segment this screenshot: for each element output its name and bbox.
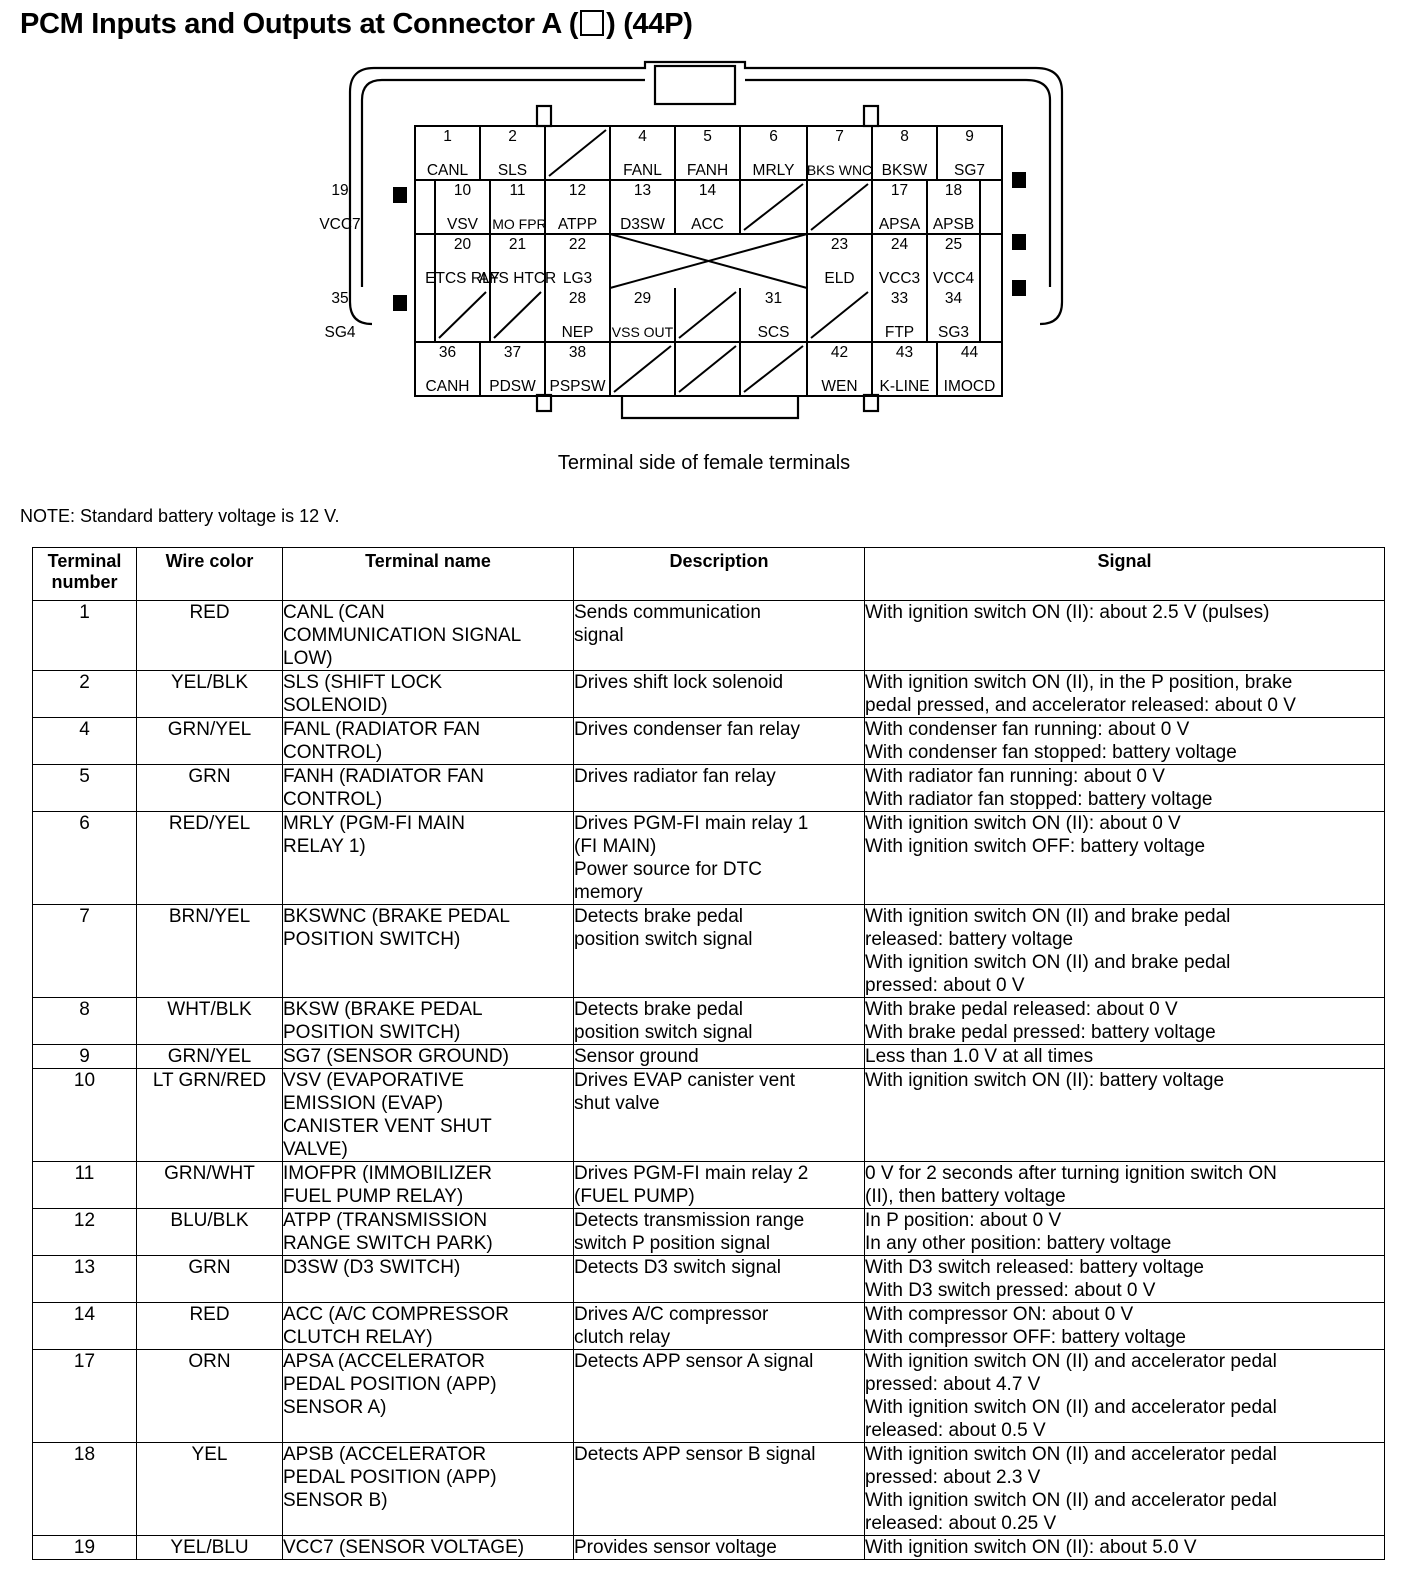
terminal-number: 1 — [443, 128, 452, 145]
description-cell — [574, 1162, 865, 1209]
terminal-number: 36 — [438, 344, 457, 361]
wire-color-cell: GRN/WHT — [137, 1162, 283, 1209]
signal-line: 0 V for 2 seconds after turning ignition switch ON — [865, 1163, 1277, 1184]
terminal-name-line: POSITION SWITCH) — [283, 1022, 461, 1043]
terminal-label: MRLY — [752, 162, 795, 179]
terminal-number: 35 — [331, 290, 349, 307]
connector-diagram — [319, 62, 1070, 427]
terminal-number-cell: 18 — [33, 1443, 137, 1536]
terminal-label: IMO FPR — [488, 216, 547, 232]
terminal-number: 4 — [638, 128, 647, 145]
signal-line: With D3 switch pressed: about 0 V — [865, 1280, 1156, 1301]
terminal-name-line: ACC (A/C COMPRESSOR — [283, 1304, 509, 1325]
terminal-label: K-LINE — [879, 378, 930, 395]
description-line: Drives PGM-FI main relay 1 — [574, 813, 809, 834]
description-cell — [574, 718, 865, 765]
terminal-number: 34 — [944, 290, 963, 307]
description-line: clutch relay — [574, 1327, 671, 1348]
description-line: Provides sensor voltage — [574, 1537, 777, 1558]
empty-cavity-slash — [549, 130, 606, 176]
table-row — [33, 1209, 1385, 1256]
table-row — [33, 1443, 1385, 1536]
terminal-number: 19 — [331, 182, 349, 199]
terminal-number-cell: 9 — [33, 1045, 137, 1069]
terminal-name-cell — [283, 1069, 574, 1162]
table-row — [33, 671, 1385, 718]
signal-line: Less than 1.0 V at all times — [865, 1046, 1094, 1067]
table-row — [33, 812, 1385, 905]
terminal-number: 44 — [960, 344, 979, 361]
table-row — [33, 1350, 1385, 1443]
header-description: Description — [574, 548, 865, 601]
terminal-name-line: CONTROL) — [283, 742, 383, 763]
table-row — [33, 1303, 1385, 1350]
terminal-name-line: VALVE) — [283, 1139, 348, 1160]
signal-cell — [865, 671, 1385, 718]
terminal-label: IMOCD — [943, 378, 996, 395]
terminal-number-cell: 11 — [33, 1162, 137, 1209]
terminal-table — [32, 547, 1385, 1560]
signal-cell — [865, 1069, 1385, 1162]
terminal-name-line: VSV (EVAPORATIVE — [283, 1070, 464, 1091]
terminal-name-line: SLS (SHIFT LOCK — [283, 672, 443, 693]
signal-line: pressed: about 4.7 V — [865, 1374, 1041, 1395]
description-cell — [574, 1045, 865, 1069]
terminal-name-line: BKSW (BRAKE PEDAL — [283, 999, 483, 1020]
description-line: Detects APP sensor B signal — [574, 1444, 816, 1465]
terminal-number: 28 — [568, 290, 587, 307]
signal-line: With ignition switch ON (II) and accelerator pedal — [865, 1397, 1277, 1418]
terminal-label: APSA — [878, 216, 921, 233]
wire-color-cell: WHT/BLK — [137, 998, 283, 1045]
description-line: Sends communication — [574, 602, 761, 623]
terminal-number: 38 — [568, 344, 587, 361]
signal-line: pedal pressed, and accelerator released: about 0 V — [865, 695, 1296, 716]
signal-line: In P position: about 0 V — [865, 1210, 1062, 1231]
terminal-number: 20 — [453, 236, 472, 253]
terminal-name-line: CONTROL) — [283, 789, 383, 810]
terminal-label: SG4 — [324, 324, 356, 341]
signal-line: released: about 0.25 V — [865, 1513, 1057, 1534]
terminal-number: 42 — [830, 344, 849, 361]
description-cell — [574, 905, 865, 998]
terminal-label: ETCS RLY — [425, 270, 500, 287]
terminal-label: SG7 — [953, 162, 986, 179]
description-line: Power source for DTC — [574, 859, 762, 880]
description-line: Drives PGM-FI main relay 2 — [574, 1163, 809, 1184]
table-row — [33, 1069, 1385, 1162]
terminal-label: SLS — [497, 162, 528, 179]
description-line: switch P position signal — [574, 1233, 771, 1254]
signal-line: With ignition switch ON (II) and accelerator pedal — [865, 1444, 1277, 1465]
signal-cell — [865, 998, 1385, 1045]
table-row — [33, 998, 1385, 1045]
terminal-label: CANL — [426, 162, 469, 179]
terminal-name-line: PEDAL POSITION (APP) — [283, 1374, 497, 1395]
description-cell — [574, 812, 865, 905]
terminal-number-cell: 2 — [33, 671, 137, 718]
terminal-number: 10 — [453, 182, 472, 199]
terminal-number-cell: 8 — [33, 998, 137, 1045]
signal-line: With radiator fan running: about 0 V — [865, 766, 1165, 787]
description-line: Drives A/C compressor — [574, 1304, 769, 1325]
wire-color-cell: BLU/BLK — [137, 1209, 283, 1256]
terminal-number: 11 — [509, 182, 526, 199]
terminal-label: APSB — [932, 216, 975, 233]
terminal-label: NEP — [561, 324, 594, 341]
description-cell — [574, 765, 865, 812]
table-row — [33, 601, 1385, 671]
terminal-name-cell — [283, 765, 574, 812]
terminal-name-cell — [283, 1443, 574, 1536]
terminal-number: 2 — [508, 128, 517, 145]
signal-cell — [865, 812, 1385, 905]
terminal-number-cell: 4 — [33, 718, 137, 765]
terminal-label: SCS — [757, 324, 790, 341]
terminal-name-line: CLUTCH RELAY) — [283, 1327, 433, 1348]
description-line: position switch signal — [574, 929, 753, 950]
terminal-number-cell: 10 — [33, 1069, 137, 1162]
terminal-name-line: RELAY 1) — [283, 836, 366, 857]
table-row — [33, 1536, 1385, 1560]
wire-color-cell: ORN — [137, 1350, 283, 1443]
description-cell — [574, 671, 865, 718]
terminal-number: 13 — [633, 182, 652, 199]
terminal-number: 22 — [568, 236, 587, 253]
table-row — [33, 1256, 1385, 1303]
terminal-number: 9 — [965, 128, 974, 145]
terminal-name-cell — [283, 812, 574, 905]
terminal-name-cell — [283, 1209, 574, 1256]
terminal-label: LG3 — [562, 270, 593, 287]
terminal-name-line: SG7 (SENSOR GROUND) — [283, 1046, 509, 1067]
wire-color-cell: BRN/YEL — [137, 905, 283, 998]
terminal-number: 6 — [769, 128, 778, 145]
signal-line: With ignition switch ON (II): battery voltage — [865, 1070, 1225, 1091]
terminal-label: VCC4 — [932, 270, 975, 287]
terminal-label: WEN — [821, 378, 858, 395]
terminal-label: SG3 — [937, 324, 970, 341]
description-line: Drives condenser fan relay — [574, 719, 800, 740]
description-line: (FUEL PUMP) — [574, 1186, 695, 1207]
terminal-label: AFS HTCR — [478, 270, 557, 287]
description-line: signal — [574, 625, 624, 646]
terminal-number: 31 — [764, 290, 783, 307]
description-line: shut valve — [574, 1093, 660, 1114]
terminal-name-cell — [283, 718, 574, 765]
wire-color-cell: GRN — [137, 1256, 283, 1303]
terminal-number: 25 — [944, 236, 963, 253]
table-row — [33, 1162, 1385, 1209]
wire-color-cell: YEL/BLK — [137, 671, 283, 718]
terminal-name-line: SENSOR B) — [283, 1490, 388, 1511]
terminal-number: 18 — [944, 182, 963, 199]
signal-line: With ignition switch ON (II) and accelerator pedal — [865, 1490, 1277, 1511]
terminal-label: ACC — [691, 216, 724, 233]
table-row — [33, 718, 1385, 765]
battery-note: NOTE: Standard battery voltage is 12 V. — [20, 506, 340, 526]
terminal-name-line: VCC7 (SENSOR VOLTAGE) — [283, 1537, 525, 1558]
signal-line: With ignition switch ON (II), in the P position, brake — [865, 672, 1293, 693]
terminal-number: 29 — [633, 290, 652, 307]
terminal-name-line: EMISSION (EVAP) — [283, 1093, 444, 1114]
terminal-number: 24 — [890, 236, 909, 253]
signal-line: released: battery voltage — [865, 929, 1074, 950]
terminal-name-cell — [283, 998, 574, 1045]
empty-cavity-slash — [494, 292, 541, 338]
terminal-name-cell — [283, 601, 574, 671]
terminal-name-line: COMMUNICATION SIGNAL — [283, 625, 522, 646]
terminal-number-cell: 1 — [33, 601, 137, 671]
signal-line: With ignition switch ON (II): about 5.0 V — [865, 1537, 1197, 1558]
description-cell — [574, 1209, 865, 1256]
wire-color-cell: YEL/BLU — [137, 1536, 283, 1560]
signal-line: With brake pedal pressed: battery voltage — [865, 1022, 1216, 1043]
terminal-number: 7 — [835, 128, 844, 145]
signal-line: With condenser fan running: about 0 V — [865, 719, 1190, 740]
terminal-label: FTP — [884, 324, 915, 341]
terminal-name-line: FUEL PUMP RELAY) — [283, 1186, 464, 1207]
terminal-label: ELD — [824, 270, 855, 287]
description-line: Sensor ground — [574, 1046, 699, 1067]
table-row — [33, 905, 1385, 998]
terminal-name-line: IMOFPR (IMMOBILIZER — [283, 1163, 492, 1184]
signal-line: With brake pedal released: about 0 V — [865, 999, 1178, 1020]
wire-color-cell: YEL — [137, 1443, 283, 1536]
terminal-label: VSS OUT — [611, 324, 674, 340]
terminal-name-cell — [283, 905, 574, 998]
terminal-label: FANH — [686, 162, 729, 179]
terminal-name-line: CANL (CAN — [283, 602, 385, 623]
terminal-name-cell — [283, 1162, 574, 1209]
terminal-label: ATPP — [557, 216, 598, 233]
terminal-number-cell: 12 — [33, 1209, 137, 1256]
header-terminal-name: Terminal name — [283, 548, 574, 601]
terminal-number-cell: 6 — [33, 812, 137, 905]
terminal-label: VCC3 — [878, 270, 921, 287]
table-header-row — [33, 548, 1385, 601]
signal-line: In any other position: battery voltage — [865, 1233, 1172, 1254]
terminal-number: 33 — [890, 290, 909, 307]
terminal-number: 23 — [830, 236, 849, 253]
terminal-name-cell — [283, 1536, 574, 1560]
signal-cell — [865, 1536, 1385, 1560]
terminal-label: CANH — [425, 378, 470, 395]
description-line: Drives EVAP canister vent — [574, 1070, 796, 1091]
terminal-number: 12 — [568, 182, 587, 199]
signal-line: With compressor ON: about 0 V — [865, 1304, 1134, 1325]
terminal-name-line: MRLY (PGM-FI MAIN — [283, 813, 465, 834]
empty-cavity-slash — [744, 184, 803, 230]
signal-cell — [865, 601, 1385, 671]
header-terminal-number: Terminal number — [33, 548, 137, 601]
terminal-name-line: APSA (ACCELERATOR — [283, 1351, 486, 1372]
signal-cell — [865, 1256, 1385, 1303]
terminal-name-cell — [283, 671, 574, 718]
terminal-label: VCC7 — [319, 216, 361, 233]
terminal-name-line: ATPP (TRANSMISSION — [283, 1210, 488, 1231]
description-line: (FI MAIN) — [574, 836, 657, 857]
table-row — [33, 1045, 1385, 1069]
signal-line: With radiator fan stopped: battery voltage — [865, 789, 1213, 810]
empty-cavity-slash — [811, 292, 868, 338]
signal-line: released: about 0.5 V — [865, 1420, 1046, 1441]
description-cell — [574, 1350, 865, 1443]
description-line: Detects transmission range — [574, 1210, 805, 1231]
description-cell — [574, 601, 865, 671]
terminal-label: D3SW — [620, 216, 665, 233]
terminal-number-cell: 17 — [33, 1350, 137, 1443]
signal-line: With condenser fan stopped: battery voltage — [865, 742, 1237, 763]
terminal-name-line: BKSWNC (BRAKE PEDAL — [283, 906, 510, 927]
terminal-name-line: POSITION SWITCH) — [283, 929, 461, 950]
signal-cell — [865, 1209, 1385, 1256]
signal-line: pressed: about 2.3 V — [865, 1467, 1041, 1488]
description-line: Detects APP sensor A signal — [574, 1351, 814, 1372]
terminal-name-cell — [283, 1303, 574, 1350]
signal-line: With D3 switch released: battery voltage — [865, 1257, 1204, 1278]
terminal-name-line: PEDAL POSITION (APP) — [283, 1467, 497, 1488]
terminal-number-cell: 13 — [33, 1256, 137, 1303]
terminal-name-line: CANISTER VENT SHUT — [283, 1116, 492, 1137]
empty-cavity-slash — [614, 346, 671, 392]
description-cell — [574, 1536, 865, 1560]
signal-cell — [865, 1443, 1385, 1536]
wire-color-cell: GRN/YEL — [137, 718, 283, 765]
empty-cavity-slash — [744, 346, 803, 392]
signal-cell — [865, 765, 1385, 812]
terminal-name-cell — [283, 1045, 574, 1069]
terminal-number-cell: 5 — [33, 765, 137, 812]
description-line: Detects brake pedal — [574, 999, 743, 1020]
empty-cavity-slash — [811, 184, 868, 230]
description-cell — [574, 998, 865, 1045]
wire-color-cell: RED — [137, 1303, 283, 1350]
terminal-number-cell: 7 — [33, 905, 137, 998]
description-line: position switch signal — [574, 1022, 753, 1043]
title-suffix: ) (44P) — [606, 8, 693, 40]
terminal-number: 8 — [900, 128, 909, 145]
description-cell — [574, 1069, 865, 1162]
description-cell — [574, 1443, 865, 1536]
terminal-name-line: SENSOR A) — [283, 1397, 387, 1418]
terminal-name-line: FANH (RADIATOR FAN — [283, 766, 484, 787]
terminal-name-line: LOW) — [283, 648, 333, 669]
terminal-label: PDSW — [489, 378, 536, 395]
signal-cell — [865, 1350, 1385, 1443]
description-line: Drives shift lock solenoid — [574, 672, 784, 693]
description-line: Drives radiator fan relay — [574, 766, 776, 787]
wire-color-cell: RED/YEL — [137, 812, 283, 905]
signal-cell — [865, 1045, 1385, 1069]
terminal-name-cell — [283, 1350, 574, 1443]
terminal-name-line: RANGE SWITCH PARK) — [283, 1233, 493, 1254]
description-cell — [574, 1256, 865, 1303]
terminal-number-cell: 19 — [33, 1536, 137, 1560]
empty-cavity-slash — [679, 346, 736, 392]
terminal-label: BKS WNC — [806, 162, 873, 178]
terminal-number: 14 — [698, 182, 717, 199]
terminal-label: PSPSW — [549, 378, 606, 395]
signal-line: With ignition switch OFF: battery voltage — [865, 836, 1206, 857]
terminal-number: 17 — [890, 182, 909, 199]
header-signal: Signal — [865, 548, 1385, 601]
terminal-label: VSV — [446, 216, 479, 233]
signal-line: With ignition switch ON (II): about 2.5 V (pulses) — [865, 602, 1270, 623]
terminal-label: FANL — [623, 162, 662, 179]
diagram-caption: Terminal side of female terminals — [557, 452, 851, 474]
description-line: memory — [574, 882, 643, 903]
signal-cell — [865, 1303, 1385, 1350]
description-line: Detects brake pedal — [574, 906, 743, 927]
terminal-label: BKSW — [881, 162, 928, 179]
title-text: PCM Inputs and Outputs at Connector A ( — [20, 8, 579, 40]
wire-color-cell: LT GRN/RED — [137, 1069, 283, 1162]
terminal-name-line: D3SW (D3 SWITCH) — [283, 1257, 461, 1278]
signal-line: (II), then battery voltage — [865, 1186, 1066, 1207]
description-cell — [574, 1303, 865, 1350]
terminal-name-line: APSB (ACCELERATOR — [283, 1444, 487, 1465]
terminal-number: 21 — [508, 236, 527, 253]
signal-line: With ignition switch ON (II) and brake pedal — [865, 952, 1231, 973]
empty-cavity-slash — [439, 292, 486, 338]
terminal-number: 43 — [895, 344, 914, 361]
terminal-name-line: FANL (RADIATOR FAN — [283, 719, 481, 740]
wire-color-cell: GRN/YEL — [137, 1045, 283, 1069]
terminal-number-cell: 14 — [33, 1303, 137, 1350]
connector-symbol-icon — [580, 10, 604, 36]
signal-line: With ignition switch ON (II) and brake pedal — [865, 906, 1231, 927]
header-wire-color: Wire color — [137, 548, 283, 601]
empty-cavity-slash — [679, 292, 736, 338]
terminal-name-cell — [283, 1256, 574, 1303]
signal-line: With compressor OFF: battery voltage — [865, 1327, 1186, 1348]
signal-cell — [865, 1162, 1385, 1209]
terminal-number: 5 — [703, 128, 712, 145]
wire-color-cell: GRN — [137, 765, 283, 812]
signal-cell — [865, 718, 1385, 765]
signal-line: With ignition switch ON (II) and accelerator pedal — [865, 1351, 1277, 1372]
terminal-number: 37 — [503, 344, 522, 361]
signal-line: pressed: about 0 V — [865, 975, 1025, 996]
page-title — [20, 8, 693, 41]
signal-line: With ignition switch ON (II): about 0 V — [865, 813, 1181, 834]
wire-color-cell: RED — [137, 601, 283, 671]
table-row — [33, 765, 1385, 812]
description-line: Detects D3 switch signal — [574, 1257, 781, 1278]
signal-cell — [865, 905, 1385, 998]
terminal-name-line: SOLENOID) — [283, 695, 388, 716]
